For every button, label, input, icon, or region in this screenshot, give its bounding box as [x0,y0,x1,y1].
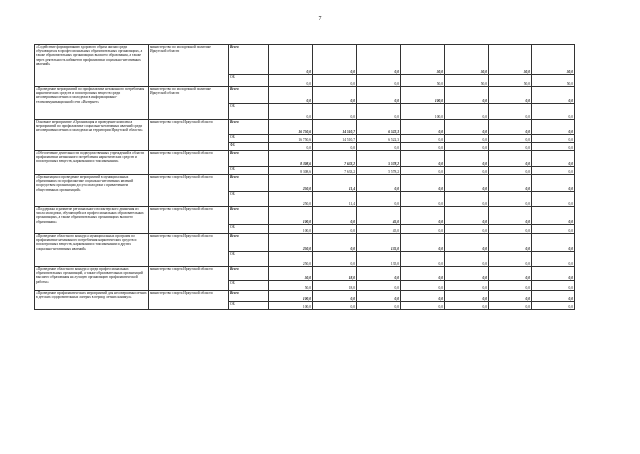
amount-cell: 0,0 [532,175,575,192]
amount-cell: 5 578,2 [357,151,401,167]
amount-cell: 0,0 [532,234,575,252]
table-row [35,151,575,167]
amount-cell: 0,0 [532,104,575,120]
amount-cell: 50,0 [445,45,489,75]
amount-cell: 0,0 [489,104,532,120]
responsible-executor: министерство спорта Иркутской области [149,234,229,267]
amount-cell: 0,0 [269,104,313,120]
amount-cell: 0,0 [445,135,489,143]
amount-cell: 0,0 [445,234,489,252]
source-ob-label: ОБ [229,252,269,267]
amount-cell: 0,0 [313,75,357,87]
activity-description: Основное мероприятие «Организация и проведение комплекса мероприятий по профилактике социально-негативных явлений среди несовершеннолетних и молодежи на территории Иркутской области» [35,120,149,151]
amount-cell: 100,0 [269,225,313,234]
source-total-label: Всего [229,234,269,252]
source-total-label: Всего [229,175,269,192]
amount-cell: 50,0 [532,45,575,75]
amount-cell: 0,0 [445,225,489,234]
amount-cell: 0,0 [489,120,532,135]
amount-cell: 0,0 [489,167,532,175]
amount-cell: 0,0 [489,207,532,225]
amount-cell: 0,0 [357,175,401,192]
amount-cell: 50,0 [269,281,313,291]
amount-cell: 0,0 [489,267,532,281]
amount-cell: 0,0 [489,143,532,151]
amount-cell: 100,0 [269,207,313,225]
amount-cell: 7 633,2 [313,167,357,175]
amount-cell: 100,0 [269,302,313,310]
amount-cell: 0,0 [357,75,401,87]
responsible-executor: министерство спорта Иркутской области [149,207,229,234]
amount-cell: 0,0 [532,291,575,302]
table-row [35,234,575,252]
budget-table [34,44,575,310]
responsible-executor: министерство спорта Иркутской области [149,151,229,175]
amount-cell: 0,0 [357,192,401,207]
amount-cell: 0,0 [401,281,445,291]
amount-cell: 100,0 [269,291,313,302]
amount-cell: 11,4 [313,175,357,192]
amount-cell: 0,0 [445,281,489,291]
amount-cell: 0,0 [445,167,489,175]
amount-cell: 0,0 [532,267,575,281]
amount-cell: 0,0 [269,45,313,75]
activity-description: «Поддержка и развитие регионального волонтерского движения из числа молодежи, обучающейся в профессиональных образовательных организациях, а также образовательных организациях высшего образования» [35,207,149,234]
amount-cell: 0,0 [357,87,401,104]
activity-description: «Организация и проведение мероприятий в муниципальных образованиях по профилактике социально-негативных явлений посредством организации досуга молодежи с привлечением общественных организаций» [35,175,149,207]
amount-cell: 0,0 [357,104,401,120]
table-row [35,207,575,225]
table-row [35,120,575,135]
amount-cell: 18,0 [313,281,357,291]
amount-cell: 0,0 [269,87,313,104]
amount-cell: 0,0 [401,225,445,234]
amount-cell: 0,0 [313,302,357,310]
amount-cell: 50,0 [489,75,532,87]
amount-cell: 0,0 [313,104,357,120]
table-row [35,267,575,281]
amount-cell: 0,0 [445,291,489,302]
amount-cell: 0,0 [401,234,445,252]
amount-cell: 0,0 [313,143,357,151]
amount-cell: 0,0 [445,87,489,104]
amount-cell: 0,0 [532,135,575,143]
amount-cell: 0,0 [401,192,445,207]
amount-cell: 0,0 [357,267,401,281]
amount-cell: 50,0 [532,75,575,87]
amount-cell: 0,0 [489,151,532,167]
amount-cell: 0,0 [532,120,575,135]
amount-cell: 0,0 [532,302,575,310]
amount-cell: 0,0 [313,234,357,252]
amount-cell: 0,0 [401,267,445,281]
amount-cell: 0,0 [532,167,575,175]
table-row [35,87,575,104]
page-number: 7 [318,16,322,22]
amount-cell: 16 750,6 [269,135,313,143]
activity-description: «Проведение областного конкурса муниципальных программ по профилактике незаконного потребления наркотических средств и психотропных веществ, наркомании и токсикомании и других социально-негативных явлений» [35,234,149,267]
amount-cell: 8 308,6 [269,151,313,167]
amount-cell: 6 522,3 [357,135,401,143]
responsible-executor: министерство спорта Иркутской области [149,120,229,151]
amount-cell: 0,0 [532,151,575,167]
responsible-executor: министерство по молодежной политике Иркутской области [149,45,229,87]
source-total-label: Всего [229,120,269,135]
amount-cell: 50,0 [401,45,445,75]
source-ob-label: ОБ [229,104,269,120]
amount-cell: 0,0 [269,143,313,151]
amount-cell: 0,0 [532,252,575,267]
amount-cell: 0,0 [269,75,313,87]
amount-cell: 0,0 [357,281,401,291]
amount-cell: 0,0 [489,225,532,234]
amount-cell: 250,0 [269,252,313,267]
activity-description: «Проведение областного конкурса среди профессиональных образовательных организаций, а также образовательных организаций высшего образования на лучшую организацию профилактической работы» [35,267,149,291]
amount-cell: 250,0 [269,234,313,252]
amount-cell: 0,0 [401,302,445,310]
amount-cell: 14 510,7 [313,135,357,143]
amount-cell: 250,0 [269,192,313,207]
source-ob-label: ОБ [229,192,269,207]
amount-cell: 45,0 [357,225,401,234]
amount-cell: 0,0 [445,151,489,167]
amount-cell: 0,0 [401,207,445,225]
amount-cell: 0,0 [401,291,445,302]
amount-cell: 0,0 [489,291,532,302]
amount-cell: 0,0 [401,135,445,143]
amount-cell: 0,0 [357,143,401,151]
amount-cell: 0,0 [445,267,489,281]
amount-cell: 0,0 [532,207,575,225]
source-total-label: Всего [229,151,269,167]
source-ob-label: ОБ [229,167,269,175]
amount-cell: 0,0 [489,302,532,310]
source-total-label: Всего [229,87,269,104]
amount-cell: 100,0 [401,104,445,120]
amount-cell: 0,0 [532,281,575,291]
amount-cell: 100,0 [401,87,445,104]
amount-cell: 0,0 [445,175,489,192]
amount-cell: 0,0 [445,104,489,120]
source-ob-label: ОБ [229,135,269,143]
amount-cell: 0,0 [489,87,532,104]
amount-cell: 0,0 [489,135,532,143]
amount-cell: 5 578,2 [357,167,401,175]
amount-cell: 14 510,7 [313,120,357,135]
activity-description: «Проведение профилактических мероприятий для несовершеннолетних в детских оздоровительных лагерях в период летних каникул» [35,291,149,310]
amount-cell: 0,0 [445,120,489,135]
responsible-executor: министерство спорта Иркутской области [149,175,229,207]
source-ob-label: ОБ [229,302,269,310]
amount-cell: 0,0 [445,252,489,267]
amount-cell: 0,0 [357,45,401,75]
activity-description: «Проведение мероприятий по профилактике незаконного потребления наркотических средств и психотропных веществ среди несовершеннолетних и молодежи в информационно-телекоммуникационной сети «Интернет» [35,87,149,120]
source-ob-label: ОБ [229,225,269,234]
responsible-executor: министерство спорта Иркутской области [149,291,229,310]
amount-cell: 0,0 [445,302,489,310]
source-total-label: Всего [229,207,269,225]
amount-cell: 250,0 [269,175,313,192]
amount-cell: 0,0 [401,120,445,135]
amount-cell: 0,0 [401,252,445,267]
source-total-label: Всего [229,267,269,281]
amount-cell: 0,0 [401,175,445,192]
amount-cell: 0,0 [313,252,357,267]
source-fb-label: ФБ [229,143,269,151]
amount-cell: 50,0 [445,75,489,87]
amount-cell: 0,0 [357,302,401,310]
amount-cell: 0,0 [532,225,575,234]
source-ob-label: ОБ [229,75,269,87]
amount-cell: 0,0 [401,167,445,175]
amount-cell: 6 522,3 [357,120,401,135]
amount-cell: 135,0 [357,252,401,267]
amount-cell: 0,0 [401,143,445,151]
amount-cell: 0,0 [445,192,489,207]
amount-cell: 0,0 [489,175,532,192]
amount-cell: 0,0 [489,234,532,252]
amount-cell: 50,0 [269,267,313,281]
table-row [35,175,575,192]
responsible-executor: министерство по молодежной политике Иркутской области [149,87,229,120]
amount-cell: 135,0 [357,234,401,252]
source-total-label: Всего [229,45,269,75]
amount-cell: 0,0 [313,45,357,75]
amount-cell: 11,4 [313,192,357,207]
amount-cell: 16 750,6 [269,120,313,135]
amount-cell: 0,0 [489,252,532,267]
activity-description: «Содействие формированию здорового образа жизни среди обучающихся в профессиональных образовательных организациях, а также образовательных организациях высшего образования, а также через деятельность кабинетов профилактики социально-негативных явлений» [35,45,149,87]
amount-cell: 0,0 [532,143,575,151]
amount-cell: 0,0 [532,87,575,104]
activity-description: «Обеспечение деятельности подведомственных учреждений в области профилактики незаконного потребления наркотических средств и психотропных веществ, наркомании и токсикомании» [35,151,149,175]
amount-cell: 45,0 [357,207,401,225]
amount-cell: 8 308,6 [269,167,313,175]
amount-cell: 7 633,2 [313,151,357,167]
amount-cell: 50,0 [401,75,445,87]
source-ob-label: ОБ [229,281,269,291]
amount-cell: 0,0 [357,291,401,302]
amount-cell: 0,0 [313,87,357,104]
table-row [35,45,575,75]
amount-cell: 0,0 [532,192,575,207]
amount-cell: 0,0 [445,143,489,151]
amount-cell: 0,0 [313,207,357,225]
amount-cell: 0,0 [401,151,445,167]
responsible-executor: министерство спорта Иркутской области [149,267,229,291]
table-row [35,291,575,302]
amount-cell: 0,0 [445,207,489,225]
source-total-label: Всего [229,291,269,302]
amount-cell: 0,0 [489,281,532,291]
amount-cell: 18,0 [313,267,357,281]
amount-cell: 0,0 [313,291,357,302]
amount-cell: 0,0 [489,192,532,207]
amount-cell: 50,0 [489,45,532,75]
amount-cell: 0,0 [313,225,357,234]
